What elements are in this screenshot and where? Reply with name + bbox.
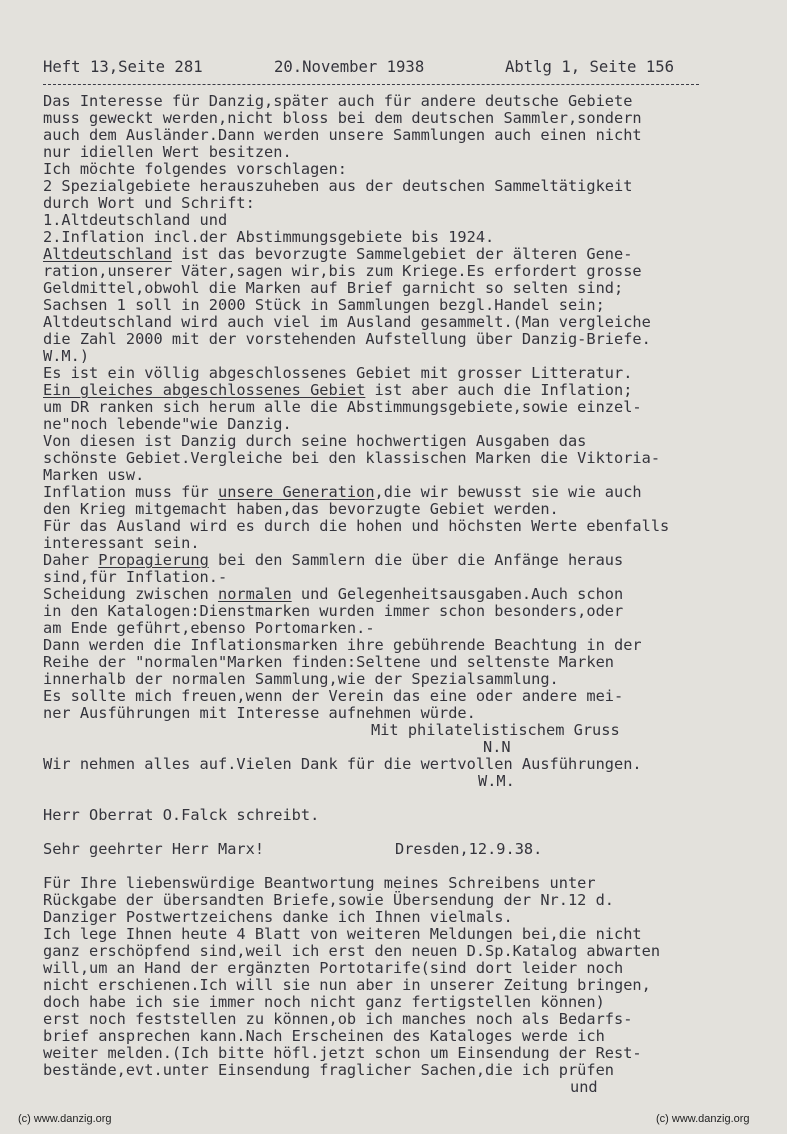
text-line: nicht erschienen.Ich will sie nun aber in unserer Zeitung bringen, [43,976,651,994]
letter-salutation: Sehr geehrter Herr Marx! [43,840,265,858]
text-line: erst noch feststellen zu können,ob ich manches noch als Bedarfs- [43,1010,633,1028]
text-line: will,um an Hand der ergänzten Portotarife(sind dort leider noch [43,959,624,977]
editor-reply: Wir nehmen alles auf.Vielen Dank für die wertvollen Ausführungen. [43,755,642,773]
text-line: um DR ranken sich herum alle die Abstimmungsgebiete,sowie einzel- [43,398,642,416]
text-line: die Zahl 2000 mit der vorstehenden Aufstellung über Danzig-Briefe. [43,330,651,348]
text-line: interessant sein. [43,534,200,552]
text-line: Es sollte mich freuen,wenn der Verein das eine oder andere mei- [43,687,624,705]
text-line: am Ende geführt,ebenso Portomarken.- [43,619,375,637]
text-line: nur idiellen Wert besitzen. [43,143,292,161]
text-line: Ich möchte folgendes vorschlagen: [43,160,347,178]
header-abtlg: Abtlg 1, Seite 156 [505,58,674,76]
header-date: 20.November 1938 [274,58,425,76]
text-line: 1.Altdeutschland und [43,211,228,229]
text-line: Reihe der "normalen"Marken finden:Seltene und seltenste Marken [43,653,614,671]
text-line: doch habe ich sie immer noch nicht ganz fertigstellen können) [43,993,605,1011]
underlined-term: normalen [217,585,292,603]
underlined-term: unsere Generation [217,483,375,501]
text-line: Ich lege Ihnen heute 4 Blatt von weiteren Meldungen bei,die nicht [43,925,642,943]
text-line: W.M.) [43,347,90,365]
text-line: in den Katalogen:Dienstmarken wurden immer schon besonders,oder [43,602,624,620]
text-line: Ein gleiches abgeschlossenes Gebiet ist aber auch die Inflation; [43,381,633,399]
text-line: muss geweckt werden,nicht bloss bei dem deutschen Sammler,sondern [43,109,642,127]
header-divider [43,84,699,85]
text-line: Altdeutschland wird auch viel im Ausland gesammelt.(Man vergleiche [43,313,651,331]
text-line: ration,unserer Väter,sagen wir,bis zum Kriege.Es erfordert grosse [43,262,642,280]
text-line: weiter melden.(Ich bitte höfl.jetzt schon um Einsendung der Rest- [43,1044,642,1062]
text-line: 2.Inflation incl.der Abstimmungsgebiete bis 1924. [43,228,495,246]
text-line: bestände,evt.unter Einsendung fraglicher Sachen,die ich prüfen [43,1061,614,1079]
header-heft: Heft 13,Seite 281 [43,58,203,76]
text-line: brief ansprechen kann.Nach Erscheinen des Kataloges werde ich [43,1027,605,1045]
text-line: durch Wort und Schrift: [43,194,255,212]
underlined-term: Ein gleiches abgeschlossenes Gebiet [43,381,366,399]
editor-initials: W.M. [478,772,515,790]
underlined-term: Propagierung [98,551,209,569]
text-line: Für Ihre liebenswürdige Beantwortung meines Schreibens unter [43,874,596,892]
letter-place-date: Dresden,12.9.38. [395,840,543,858]
signature: N.N [483,738,511,756]
text-line: Für das Ausland wird es durch die hohen und höchsten Werte ebenfalls [43,517,670,535]
text-line: Dann werden die Inflationsmarken ihre gebührende Beachtung in der [43,636,642,654]
continuation-word: und [570,1078,598,1096]
text-line: ner Ausführungen mit Interesse aufnehmen würde. [43,704,476,722]
text-line: schönste Gebiet.Vergleiche bei den klassischen Marken die Viktoria- [43,449,661,467]
text-line: Rückgabe der übersandten Briefe,sowie Übersendung der Nr.12 d. [43,891,614,909]
text-line: ganz erschöpfend sind,weil ich erst den neuen D.Sp.Katalog abwarten [43,942,661,960]
text-line: sind,für Inflation.- [43,568,228,586]
text-line: ne"noch lebende"wie Danzig. [43,415,292,433]
watermark-left: (c) www.danzig.org [18,1113,112,1125]
text-line: Das Interesse für Danzig,später auch für andere deutsche Gebiete [43,92,633,110]
underlined-term: Altdeutschland [43,245,172,263]
text-line: Marken usw. [43,466,145,484]
text-line: Altdeutschland ist das bevorzugte Sammelgebiet der älteren Gene- [43,245,633,263]
closing-greeting: Mit philatelistischem Gruss [371,721,620,739]
text-line: Danziger Postwertzeichens danke ich Ihnen vielmals. [43,908,513,926]
text-line: innerhalb der normalen Sammlung,wie der Spezialsammlung. [43,670,559,688]
text-line: Es ist ein völlig abgeschlossenes Gebiet mit grosser Litteratur. [43,364,633,382]
letter-intro: Herr Oberrat O.Falck schreibt. [43,806,320,824]
text-line: 2 Spezialgebiete herauszuheben aus der deutschen Sammeltätigkeit [43,177,633,195]
watermark-right: (c) www.danzig.org [656,1113,750,1125]
text-line: Sachsen 1 soll in 2000 Stück in Sammlungen bezgl.Handel sein; [43,296,605,314]
text-line: auch dem Ausländer.Dann werden unsere Sammlungen auch einen nicht [43,126,642,144]
text-line: Inflation muss für unsere Generation,die wir bewusst sie wie auch [43,483,642,501]
text-line: Daher Propagierung bei den Sammlern die über die Anfänge heraus [43,551,624,569]
text-line: Geldmittel,obwohl die Marken auf Brief garnicht so selten sind; [43,279,624,297]
text-line: den Krieg mitgemacht haben,das bevorzugte Gebiet werden. [43,500,559,518]
text-line: Von diesen ist Danzig durch seine hochwertigen Ausgaben das [43,432,587,450]
text-line: Scheidung zwischen normalen und Gelegenheitsausgaben.Auch schon [43,585,624,603]
